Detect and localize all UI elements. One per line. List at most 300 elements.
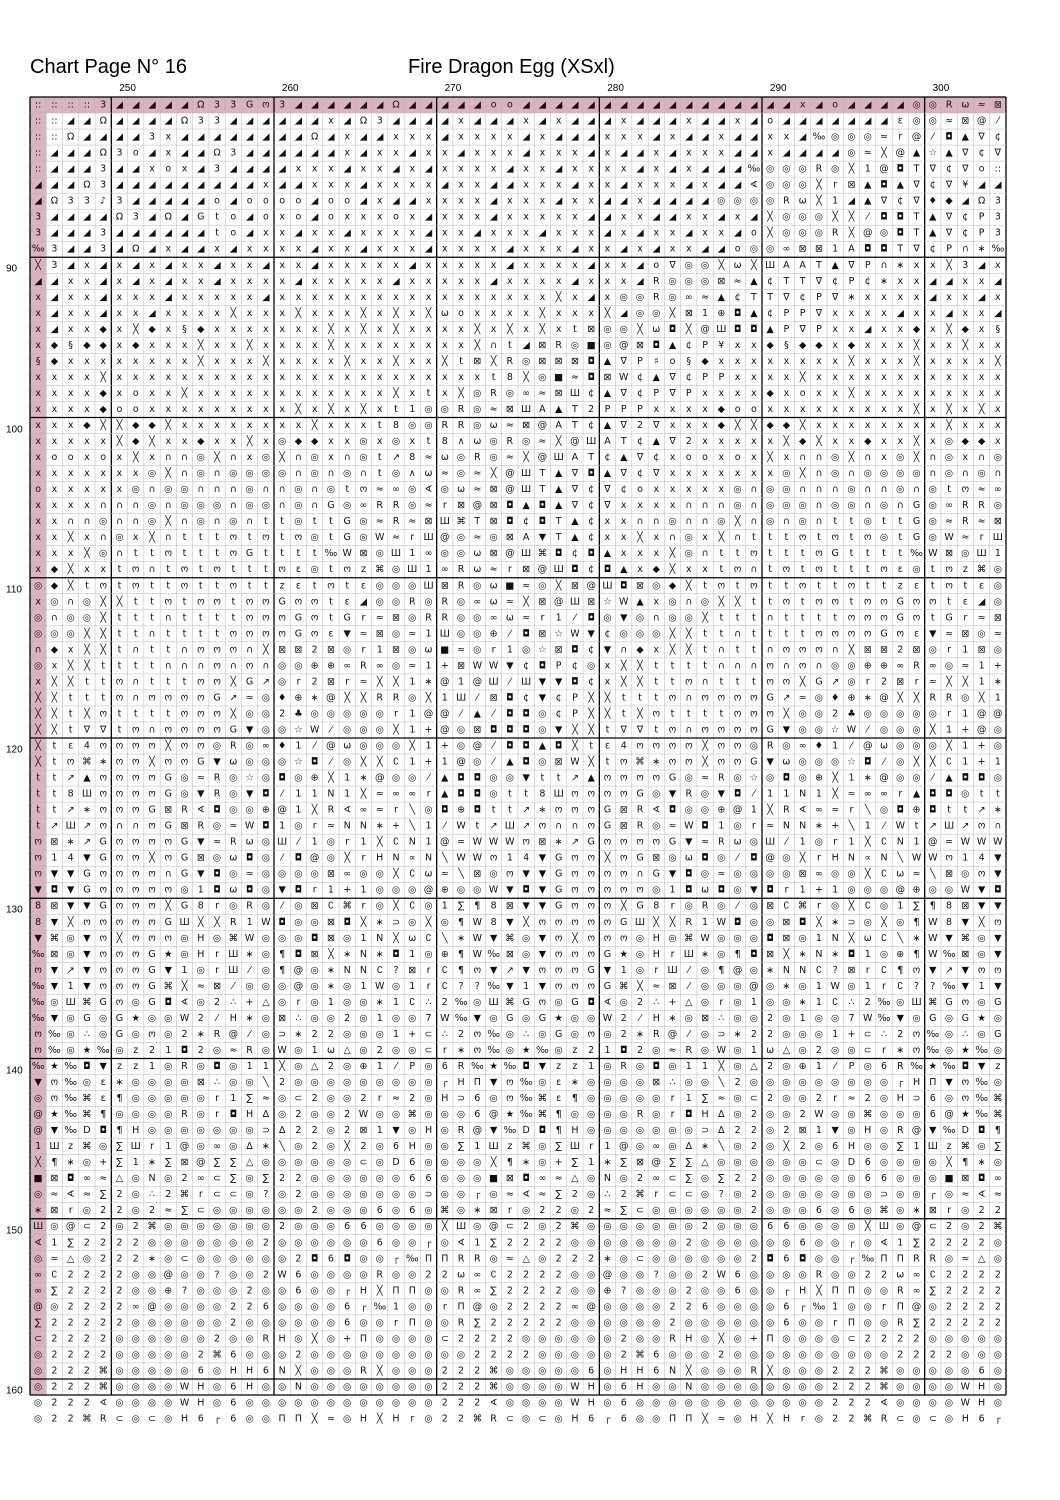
stitch-symbol: ⊂ (229, 1189, 237, 1200)
stitch-symbol: N (327, 789, 334, 800)
stitch-symbol: ◎ (294, 1398, 302, 1409)
stitch-symbol: W (375, 981, 385, 992)
stitch-symbol: ≈ (376, 805, 384, 816)
stitch-symbol: x (344, 212, 350, 223)
stitch-symbol: t (638, 692, 642, 703)
stitch-symbol: ◎ (896, 1189, 904, 1200)
stitch-symbol: ◎ (262, 837, 270, 848)
stitch-symbol: ო (571, 981, 578, 992)
stitch-symbol: ╳ (457, 387, 465, 399)
stitch-symbol: x (68, 548, 74, 559)
stitch-symbol: ◎ (132, 1317, 140, 1328)
stitch-symbol: ╳ (799, 467, 807, 479)
stitch-symbol: ⊕ (262, 805, 270, 816)
stitch-symbol: 6 (474, 1109, 480, 1120)
stitch-symbol: ◎ (864, 132, 872, 143)
stitch-symbol: @ (505, 484, 515, 495)
stitch-symbol: ◢ (718, 116, 726, 127)
stitch-symbol: 2 (279, 1173, 285, 1184)
stitch-symbol: x (84, 564, 90, 575)
stitch-symbol: x (702, 388, 708, 399)
stitch-symbol: ◎ (782, 1109, 790, 1120)
stitch-symbol: ◎ (132, 1189, 140, 1200)
stitch-symbol: ◢ (620, 180, 628, 191)
stitch-symbol: x (881, 452, 887, 463)
stitch-symbol: t (866, 548, 870, 559)
stitch-symbol: ⁄ (686, 1029, 692, 1040)
stitch-symbol: ◎ (977, 949, 985, 960)
stitch-symbol: ∞ (408, 789, 416, 800)
stitch-symbol: ◎ (799, 500, 807, 511)
stitch-symbol: x (198, 420, 204, 431)
stitch-symbol: ¶ (474, 901, 480, 912)
stitch-symbol: ■ (440, 644, 449, 655)
stitch-symbol: x (247, 260, 253, 271)
stitch-symbol: ⊠ (603, 372, 611, 383)
stitch-symbol: ⊠ (213, 981, 221, 992)
stitch-symbol: ¢ (588, 644, 594, 655)
stitch-symbol: ◎ (994, 580, 1002, 591)
stitch-symbol: ⊃ (262, 1125, 270, 1136)
stitch-symbol: ≈ (359, 676, 367, 687)
stitch-symbol: x (751, 340, 757, 351)
stitch-symbol: ◎ (847, 1125, 855, 1136)
stitch-symbol: r (394, 708, 398, 719)
stitch-symbol: ◎ (864, 468, 872, 479)
stitch-symbol: ◎ (717, 1398, 725, 1409)
stitch-symbol: ◢ (83, 164, 91, 175)
stitch-symbol: ⌘ (50, 933, 60, 944)
stitch-symbol: ◢ (67, 164, 75, 175)
stitch-symbol: 1 (312, 837, 318, 848)
stitch-symbol: ◎ (376, 596, 384, 607)
stitch-symbol: ◘ (994, 885, 1002, 896)
stitch-symbol: ↗ (929, 821, 937, 832)
stitch-symbol: ო (587, 1029, 594, 1040)
stitch-symbol: ◎ (229, 468, 237, 479)
stitch-symbol: ⊂ (115, 1414, 123, 1425)
stitch-symbol: ◎ (327, 1365, 335, 1376)
stitch-symbol: ∑ (100, 1189, 107, 1200)
stitch-symbol: 8 (539, 789, 545, 800)
stitch-symbol: x (344, 180, 350, 191)
stitch-symbol: x (198, 372, 204, 383)
stitch-symbol: ◎ (880, 949, 888, 960)
stitch-symbol: 2 (735, 1077, 741, 1088)
stitch-symbol: ╳ (978, 403, 986, 415)
stitch-symbol: ▼ (506, 885, 514, 896)
stitch-symbol: 3 (230, 100, 236, 111)
stitch-symbol: W (489, 837, 499, 848)
stitch-symbol: ⊂ (847, 1333, 855, 1344)
stitch-symbol: ◎ (489, 1189, 497, 1200)
stitch-symbol: ¢ (735, 292, 741, 303)
stitch-symbol: x (35, 340, 41, 351)
stitch-symbol: ∢ (603, 997, 611, 1008)
stitch-symbol: ◎ (912, 724, 920, 735)
stitch-symbol: ო (132, 741, 139, 752)
stitch-symbol: R (962, 500, 969, 511)
stitch-symbol: 1 (295, 789, 301, 800)
stitch-symbol: ∁ (409, 869, 415, 880)
stitch-symbol: ◎ (213, 1381, 221, 1392)
stitch-symbol: ╳ (636, 531, 644, 543)
stitch-symbol: x (328, 244, 334, 255)
stitch-symbol: ∁ (865, 901, 871, 912)
stitch-symbol: ◎ (180, 1365, 188, 1376)
stitch-symbol: ◢ (230, 244, 238, 255)
stitch-symbol: o (702, 452, 708, 463)
stitch-symbol: ◎ (555, 1045, 563, 1056)
stitch-symbol: ¢ (588, 516, 594, 527)
stitch-symbol: ▲ (604, 548, 612, 559)
stitch-symbol: ◎ (880, 1109, 888, 1120)
stitch-symbol: ◎ (636, 1301, 644, 1312)
stitch-symbol: G (555, 885, 562, 896)
stitch-symbol: z (898, 580, 903, 591)
stitch-symbol: x (588, 276, 594, 287)
stitch-symbol: ω (490, 596, 498, 607)
stitch-symbol: ‰ (520, 1093, 533, 1104)
stitch-symbol: ◎ (685, 1349, 693, 1360)
stitch-symbol: ▼ (539, 853, 547, 864)
stitch-symbol: 2 (832, 1365, 838, 1376)
stitch-symbol: 2 (621, 1333, 627, 1344)
stitch-symbol: ◎ (278, 933, 286, 944)
stitch-symbol: ◢ (506, 260, 514, 271)
stitch-symbol: ▼ (522, 965, 530, 976)
stitch-symbol: t (785, 612, 789, 623)
stitch-symbol: ∢ (880, 1398, 888, 1409)
stitch-symbol: @ (700, 324, 710, 335)
stitch-symbol: t (134, 612, 138, 623)
stitch-symbol: ⌘ (961, 933, 971, 944)
stitch-symbol: W (277, 1045, 287, 1056)
stitch-symbol: t (329, 516, 333, 527)
stitch-symbol: ◎ (327, 1285, 335, 1296)
stitch-symbol: ≈ (425, 500, 433, 511)
stitch-symbol: ◎ (896, 1205, 904, 1216)
stitch-symbol: G (246, 548, 253, 559)
stitch-symbol: Ш (423, 580, 433, 591)
stitch-symbol: ☆ (294, 724, 303, 735)
stitch-symbol: x (361, 212, 367, 223)
stitch-symbol: x (165, 388, 171, 399)
stitch-symbol: N (897, 837, 904, 848)
stitch-symbol: ო (734, 708, 741, 719)
stitch-symbol: r (882, 1045, 886, 1056)
stitch-symbol: ┌ (930, 1189, 936, 1200)
stitch-symbol: x (214, 244, 220, 255)
stitch-symbol: ◎ (294, 869, 302, 880)
stitch-symbol: ◎ (441, 1141, 449, 1152)
stitch-symbol: ◎ (424, 805, 432, 816)
stitch-symbol: ⌘ (164, 981, 174, 992)
stitch-symbol: x (523, 276, 529, 287)
stitch-symbol: ≈ (376, 612, 384, 623)
stitch-symbol: P (816, 292, 822, 303)
stitch-symbol: ¢ (588, 484, 594, 495)
stitch-symbol: ⊕ (913, 885, 921, 896)
stitch-symbol: G (913, 532, 920, 543)
stitch-symbol: x (296, 420, 302, 431)
stitch-symbol: ◎ (34, 660, 42, 671)
stitch-symbol: ◎ (245, 1125, 253, 1136)
stitch-symbol: x (832, 420, 838, 431)
stitch-symbol: ω (473, 436, 481, 447)
stitch-symbol: ◎ (245, 1333, 253, 1344)
stitch-symbol: ◎ (343, 708, 351, 719)
stitch-symbol: ◘ (213, 1061, 221, 1072)
stitch-symbol: ◢ (815, 116, 823, 127)
stitch-symbol: ო (116, 997, 123, 1008)
stitch-symbol: ◘ (474, 773, 482, 784)
stitch-symbol: x (751, 356, 757, 367)
stitch-symbol: ◎ (392, 628, 400, 639)
stitch-symbol: ◎ (815, 1317, 823, 1328)
stitch-symbol: ╳ (636, 675, 644, 687)
stitch-symbol: ∴ (214, 1077, 220, 1088)
stitch-symbol: @ (33, 1109, 43, 1120)
stitch-symbol: ⊠ (571, 580, 579, 591)
stitch-symbol: ∩ (620, 644, 627, 655)
stitch-symbol: x (881, 436, 887, 447)
stitch-symbol: ◘ (897, 164, 905, 175)
stitch-symbol: ≈ (538, 388, 546, 399)
stitch-symbol: ◎ (197, 1253, 205, 1264)
stitch-symbol: N (279, 1365, 286, 1376)
stitch-symbol: T (555, 516, 562, 527)
stitch-symbol: r (589, 1141, 593, 1152)
stitch-symbol: ◎ (327, 484, 335, 495)
stitch-symbol: W (489, 885, 499, 896)
stitch-symbol: W (440, 1013, 450, 1024)
stitch-symbol: ◎ (262, 965, 270, 976)
stitch-symbol: x (556, 308, 562, 319)
stitch-symbol: 1 (507, 644, 513, 655)
stitch-symbol: ⌘ (863, 1414, 873, 1425)
stitch-symbol: ▲ (913, 789, 921, 800)
stitch-symbol: ◢ (132, 196, 140, 207)
stitch-symbol: @ (164, 1269, 174, 1280)
stitch-symbol: ◎ (750, 965, 758, 976)
stitch-symbol: 1 (409, 757, 415, 768)
stitch-symbol: ◢ (945, 276, 953, 287)
stitch-symbol: ო (620, 853, 627, 864)
stitch-symbol: x (621, 548, 627, 559)
stitch-symbol: Ш (66, 821, 76, 832)
stitch-symbol: x (751, 372, 757, 383)
stitch-symbol: ◘ (51, 885, 59, 896)
stitch-symbol: ◎ (799, 1189, 807, 1200)
stitch-symbol: ¶ (100, 1109, 106, 1120)
stitch-symbol: ∩ (815, 484, 822, 495)
stitch-symbol: ◎ (896, 1398, 904, 1409)
stitch-symbol: ო (148, 773, 155, 784)
stitch-symbol: ◆ (913, 324, 921, 335)
stitch-symbol: x (670, 468, 676, 479)
stitch-symbol: t (101, 676, 105, 687)
stitch-symbol: ◎ (441, 1237, 449, 1248)
stitch-symbol: ╳ (913, 451, 921, 463)
stitch-symbol: ∗ (880, 276, 888, 287)
stitch-symbol: ⊕ (441, 949, 449, 960)
stitch-symbol: ◎ (603, 1365, 611, 1376)
stitch-symbol: x (605, 244, 611, 255)
stitch-symbol: ∞ (880, 789, 888, 800)
stitch-symbol: ◢ (701, 100, 709, 111)
stitch-symbol: ო (213, 644, 220, 655)
stitch-symbol: x (393, 180, 399, 191)
stitch-symbol: ◢ (750, 148, 758, 159)
stitch-symbol: r (215, 949, 219, 960)
stitch-symbol: ╳ (620, 900, 628, 912)
stitch-symbol: 2 (68, 1269, 74, 1280)
stitch-symbol: ↗ (522, 821, 530, 832)
stitch-symbol: 1 (474, 1141, 480, 1152)
stitch-symbol: 2 (946, 1269, 952, 1280)
stitch-symbol: ◎ (522, 933, 530, 944)
stitch-symbol: ◢ (197, 148, 205, 159)
stitch-symbol: z (507, 1141, 512, 1152)
stitch-symbol: H (783, 1414, 790, 1425)
stitch-symbol: ╳ (685, 1364, 693, 1376)
stitch-symbol: ◎ (457, 468, 465, 479)
stitch-symbol: ⊠ (506, 404, 514, 415)
stitch-symbol: ∩ (848, 468, 855, 479)
stitch-symbol: 8 (393, 420, 399, 431)
stitch-symbol: ◎ (945, 660, 953, 671)
stitch-symbol: 2 (621, 1349, 627, 1360)
stitch-symbol: x (963, 420, 969, 431)
stitch-symbol: ∑ (116, 1141, 123, 1152)
stitch-symbol: ⊕ (864, 660, 872, 671)
stitch-symbol: ◎ (603, 1333, 611, 1344)
stitch-symbol: ◎ (229, 516, 237, 527)
stitch-symbol: N (360, 821, 367, 832)
stitch-symbol: ╳ (99, 627, 107, 639)
stitch-symbol: ∞ (360, 805, 368, 816)
stitch-symbol: G (197, 757, 204, 768)
stitch-symbol: 1 (149, 1061, 155, 1072)
stitch-symbol: ◎ (782, 997, 790, 1008)
stitch-symbol: o (751, 228, 757, 239)
stitch-symbol: 2 (360, 1141, 366, 1152)
stitch-symbol: ◎ (945, 1333, 953, 1344)
stitch-symbol: N (799, 789, 806, 800)
stitch-symbol: 2 (491, 1349, 497, 1360)
stitch-symbol: ◎ (733, 1221, 741, 1232)
stitch-symbol: 2 (751, 1253, 757, 1264)
stitch-symbol: ╳ (376, 836, 384, 848)
stitch-symbol: ⊠ (181, 821, 189, 832)
stitch-symbol: 1 (816, 1125, 822, 1136)
stitch-symbol: 2 (230, 1317, 236, 1328)
stitch-symbol: @ (538, 452, 548, 463)
stitch-symbol: ◎ (652, 1285, 660, 1296)
stitch-symbol: W (277, 1269, 287, 1280)
stitch-symbol: x (897, 404, 903, 415)
stitch-symbol: @ (424, 885, 434, 896)
stitch-symbol: ω (734, 260, 742, 271)
stitch-symbol: z (133, 1045, 138, 1056)
stitch-symbol: ◢ (246, 180, 254, 191)
stitch-symbol: 2 (523, 1237, 529, 1248)
stitch-symbol: x (475, 292, 481, 303)
stitch-symbol: ◎ (620, 628, 628, 639)
stitch-symbol: ╳ (181, 980, 189, 992)
stitch-symbol: ◎ (327, 1317, 335, 1328)
stitch-symbol: ◎ (961, 548, 969, 559)
stitch-symbol: x (816, 356, 822, 367)
stitch-symbol: x (458, 276, 464, 287)
stitch-symbol: x (182, 436, 188, 447)
stitch-symbol: ◎ (229, 1125, 237, 1136)
stitch-symbol: ◢ (181, 148, 189, 159)
stitch-symbol: ◎ (636, 1141, 644, 1152)
stitch-symbol: x (995, 340, 1001, 351)
stitch-symbol: ¶ (930, 901, 936, 912)
stitch-symbol: ∁ (409, 997, 415, 1008)
stitch-symbol: @ (440, 532, 450, 543)
stitch-symbol: 2 (865, 1381, 871, 1392)
stitch-symbol: ≈ (327, 821, 335, 832)
stitch-symbol: ო (165, 548, 172, 559)
stitch-symbol: ◎ (148, 468, 156, 479)
stitch-symbol: W (928, 933, 938, 944)
stitch-symbol: ⊠ (994, 100, 1002, 111)
stitch-symbol: ◎ (311, 1173, 319, 1184)
stitch-symbol: ◘ (278, 773, 286, 784)
stitch-symbol: ⁄ (393, 1061, 399, 1072)
stitch-symbol: @ (505, 468, 515, 479)
stitch-symbol: t (785, 532, 789, 543)
stitch-symbol: ◢ (360, 244, 368, 255)
stitch-symbol: ◎ (636, 1093, 644, 1104)
stitch-symbol: ★ (131, 1013, 140, 1024)
stitch-symbol: ∩ (262, 484, 269, 495)
stitch-symbol: ╳ (376, 1364, 384, 1376)
stitch-symbol: 2 (767, 1093, 773, 1104)
stitch-symbol: ¢ (572, 548, 578, 559)
stitch-symbol: x (214, 324, 220, 335)
stitch-symbol: 2 (474, 1365, 480, 1376)
stitch-symbol: ო (490, 853, 497, 864)
stitch-symbol: W (944, 532, 954, 543)
stitch-symbol: x (182, 276, 188, 287)
stitch-symbol: ◢ (604, 212, 612, 223)
stitch-symbol: 1 (962, 757, 968, 768)
stitch-symbol: 2 (588, 1045, 594, 1056)
stitch-symbol: ო (213, 660, 220, 671)
stitch-symbol: W (473, 853, 483, 864)
stitch-symbol: ◎ (343, 1093, 351, 1104)
stitch-symbol: x (670, 420, 676, 431)
stitch-symbol: ∇ (912, 180, 920, 191)
stitch-symbol: ◢ (555, 196, 563, 207)
stitch-symbol: ო (620, 773, 627, 784)
stitch-symbol: R (816, 1269, 823, 1280)
stitch-symbol: x (914, 276, 920, 287)
stitch-symbol: 6 (702, 1301, 708, 1312)
stitch-symbol: ◎ (668, 1381, 676, 1392)
stitch-symbol: @ (879, 773, 889, 784)
stitch-symbol: ⊠ (571, 356, 579, 367)
stitch-symbol: ⊂ (148, 1414, 156, 1425)
stitch-symbol: ▲ (620, 452, 628, 463)
stitch-symbol: ╳ (929, 723, 937, 735)
stitch-symbol: ╳ (360, 403, 368, 415)
